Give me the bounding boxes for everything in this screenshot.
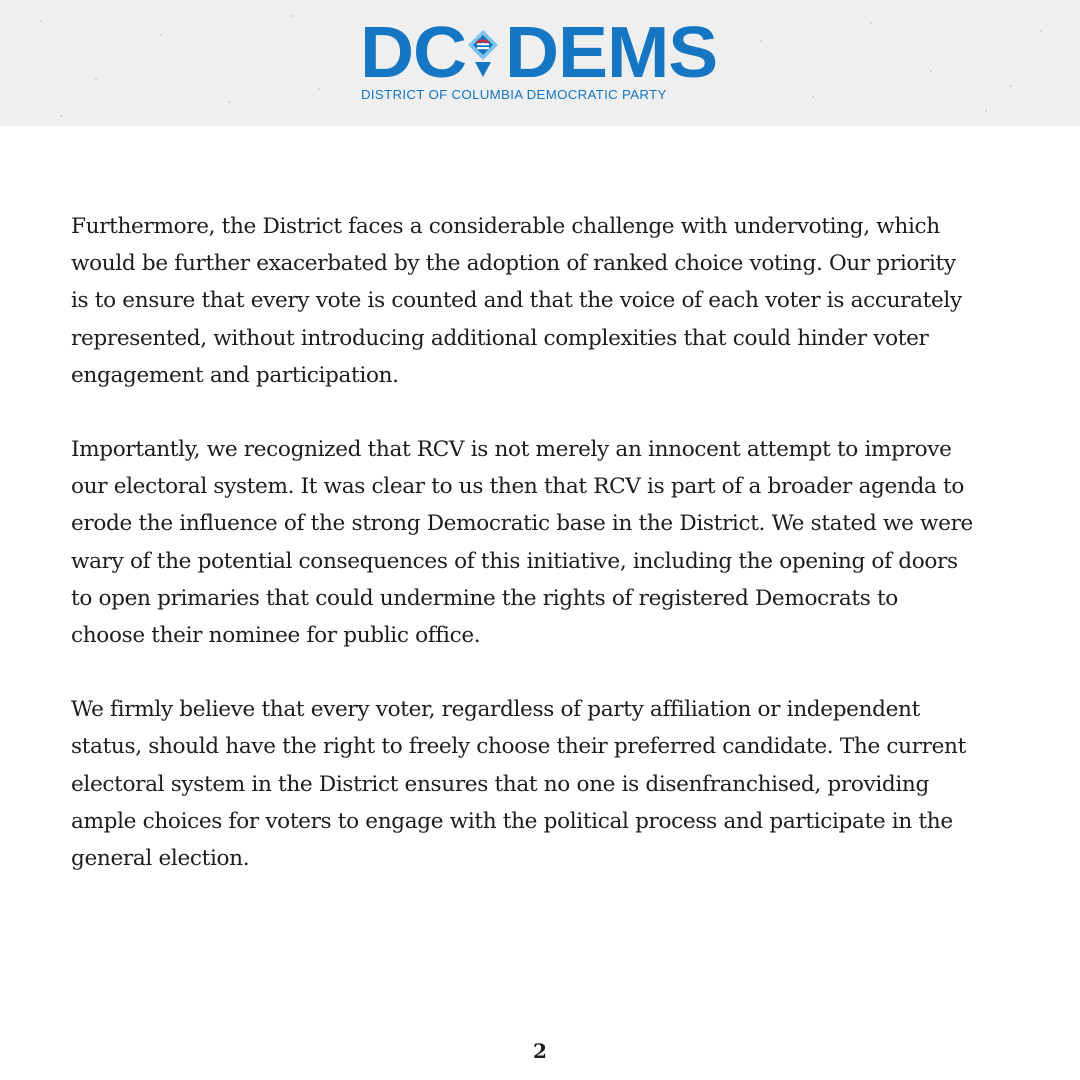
body-paragraph xyxy=(71,208,1031,394)
header-banner xyxy=(0,0,1080,126)
paragraph-line: choose their nominee for public office. xyxy=(71,623,481,649)
paragraph-line: ample choices for voters to engage with the political process and participate in the xyxy=(71,808,953,834)
logo-word-dc: DC xyxy=(360,13,467,93)
letter-body xyxy=(71,208,1031,914)
paragraph-line: general election. xyxy=(71,846,250,872)
paragraph-line: to open primaries that could undermine the rights of registered Democrats to xyxy=(71,585,898,611)
dc-flag-diamond-icon xyxy=(466,28,500,80)
page-number: 2 xyxy=(533,1039,547,1063)
paragraph-line: status, should have the right to freely choose their preferred candidate. The current xyxy=(71,734,966,760)
paragraph-line: We firmly believe that every voter, regardless of party affiliation or independent xyxy=(71,697,920,723)
paragraph-line: engagement and participation. xyxy=(71,362,399,388)
paragraph-line: erode the influence of the strong Democratic base in the District. We stated we were xyxy=(71,511,973,537)
dc-dems-logo xyxy=(360,13,724,106)
body-paragraph xyxy=(71,431,1031,654)
paragraph-line: Furthermore, the District faces a considerable challenge with undervoting, which xyxy=(71,214,940,239)
logo-subtitle: DISTRICT OF COLUMBIA DEMOCRATIC PARTY xyxy=(361,87,667,102)
paragraph-line: wary of the potential consequences of this initiative, including the opening of doors xyxy=(71,548,958,574)
paragraph-line: electoral system in the District ensures that no one is disenfranchised, providing xyxy=(71,771,929,797)
body-paragraph xyxy=(71,691,1031,877)
paragraph-line: is to ensure that every vote is counted and that the voice of each voter is accurately xyxy=(71,288,962,314)
paragraph-line: represented, without introducing additional complexities that could hinder voter xyxy=(71,325,929,351)
paragraph-line: our electoral system. It was clear to us then that RCV is part of a broader agenda to xyxy=(71,474,964,500)
logo-wordmark xyxy=(360,13,724,93)
paragraph-line: would be further exacerbated by the adoption of ranked choice voting. Our priority xyxy=(71,251,956,277)
paragraph-line: Importantly, we recognized that RCV is not merely an innocent attempt to improve xyxy=(71,437,952,463)
logo-word-dems: DEMS xyxy=(505,13,718,93)
